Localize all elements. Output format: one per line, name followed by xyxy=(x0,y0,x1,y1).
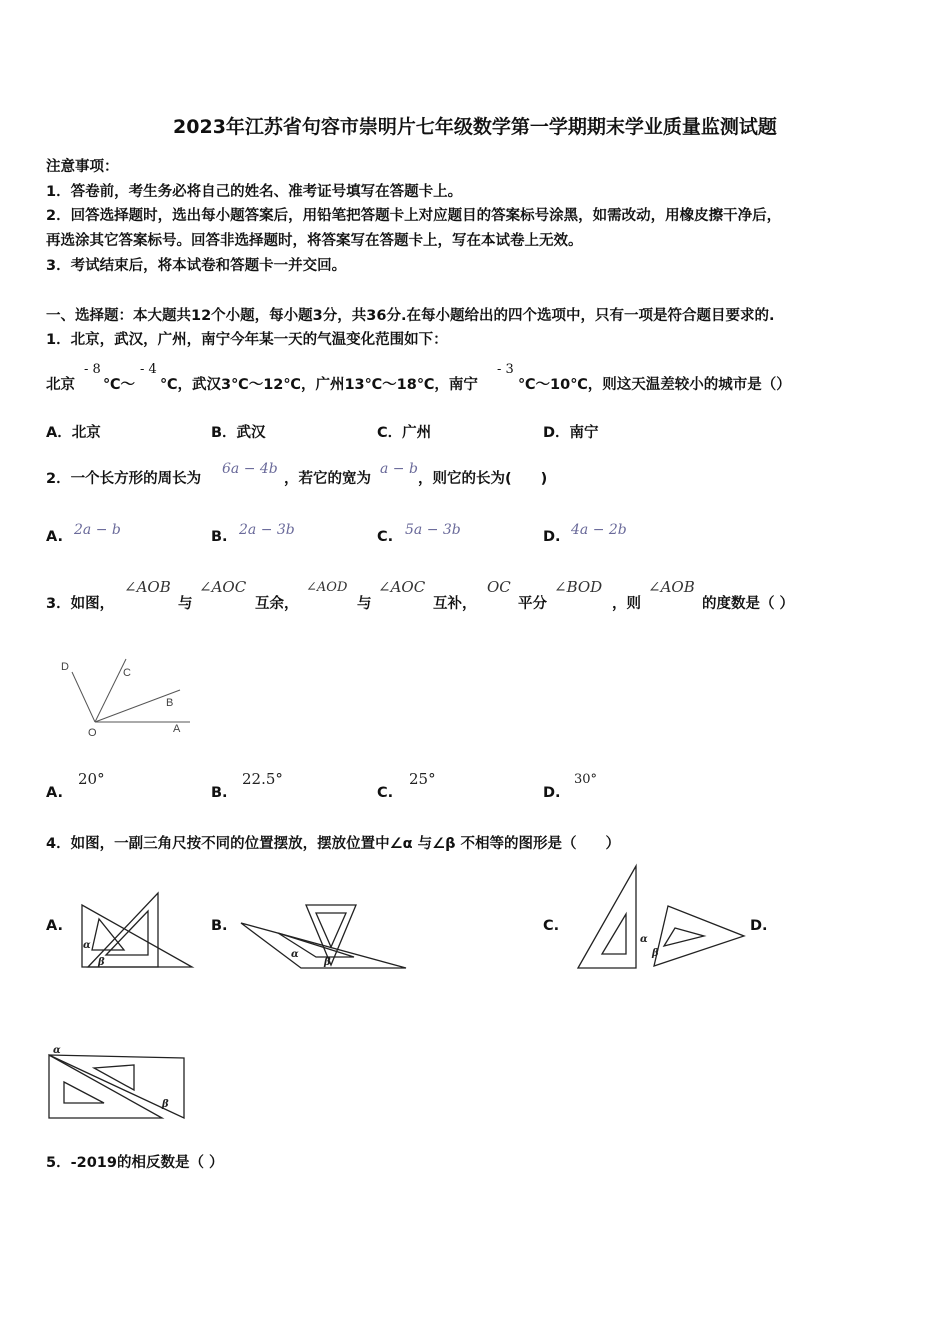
q3-option-b-label[interactable]: B. xyxy=(211,785,228,801)
q4-option-b-label[interactable]: B. xyxy=(211,918,228,934)
q3-angle-bod: ∠BOD xyxy=(554,578,603,596)
q3-angle-aob: ∠AOB xyxy=(124,578,171,596)
q1-temp-minus-3: - 3 xyxy=(497,362,514,377)
q1-text-2: ℃～ xyxy=(103,377,136,393)
q2-option-d-expr[interactable]: 4a − 2b xyxy=(571,522,627,538)
q3-text-6: 平分 xyxy=(518,596,547,612)
q1-temp-minus-4: - 4 xyxy=(140,362,157,377)
q3-label-d: D xyxy=(61,661,69,673)
notes-line-1: 1．答卷前，考生务必将自己的姓名、准考证号填写在答题卡上。 xyxy=(46,184,463,200)
q3-text-3: 互余， xyxy=(255,596,299,612)
q3-text-5: 互补， xyxy=(433,596,477,612)
q5-stem: 5．-2019的相反数是（ ） xyxy=(46,1155,224,1171)
q2-text-2: ，若它的宽为 xyxy=(284,471,371,487)
q3-label-c: C xyxy=(123,667,131,679)
q3-angle-aod: ∠AOD xyxy=(306,580,348,595)
q1-option-d[interactable]: D．南宁 xyxy=(543,425,599,441)
q1-stem: 1．北京，武汉，广州，南宁今年某一天的气温变化范围如下： xyxy=(46,332,448,348)
notes-heading: 注意事项： xyxy=(46,159,119,175)
q4-a-alpha: α xyxy=(83,940,91,951)
q3-text-4: 与 xyxy=(357,596,372,612)
q4-option-a-figure[interactable] xyxy=(74,885,196,973)
q2-text-3: ，则它的长为( ) xyxy=(418,471,548,487)
q4-d-alpha: α xyxy=(53,1045,61,1056)
q4-c-beta: β xyxy=(652,948,659,959)
q1-option-c[interactable]: C．广州 xyxy=(377,425,432,441)
section-one-heading: 一、选择题：本大题共12个小题，每小题3分，共36分.在每小题给出的四个选项中，只有一项是符合题目要求的. xyxy=(46,308,775,324)
q3-option-a-label[interactable]: A. xyxy=(46,785,63,801)
q1-text-4: ℃～10℃，则这天温差较小的城市是（） xyxy=(518,377,791,393)
q1-text-beijing: 北京 xyxy=(46,377,75,393)
q2-option-b-expr[interactable]: 2a − 3b xyxy=(239,522,295,538)
page-title: 2023年江苏省句容市崇明片七年级数学第一学期期末学业质量监测试题 xyxy=(173,116,777,138)
q1-temp-minus-8: - 8 xyxy=(84,362,101,377)
q2-perimeter-expr: 6a − 4b xyxy=(222,461,278,477)
q3-angle-aob-2: ∠AOB xyxy=(648,578,695,596)
q1-option-b[interactable]: B．武汉 xyxy=(211,425,266,441)
q1-option-a[interactable]: A．北京 xyxy=(46,425,101,441)
notes-line-3: 3．考试结束后，将本试卷和答题卡一并交回。 xyxy=(46,258,347,274)
notes-line-2b: 再选涂其它答案标号。回答非选择题时，将答案写在答题卡上，写在本试卷上无效。 xyxy=(46,233,583,249)
q3-label-a: A xyxy=(173,723,181,735)
q3-label-b: B xyxy=(166,697,174,709)
q3-text-7: ，则 xyxy=(612,596,641,612)
q2-option-a-expr[interactable]: 2a − b xyxy=(74,522,121,538)
q4-b-alpha: α xyxy=(291,949,299,960)
q2-option-d-label[interactable]: D. xyxy=(543,529,561,545)
q3-text-2: 与 xyxy=(178,596,193,612)
q4-option-d-figure[interactable] xyxy=(44,1040,194,1122)
q4-option-d-label[interactable]: D. xyxy=(750,918,768,934)
q2-option-c-expr[interactable]: 5a − 3b xyxy=(405,522,461,538)
q4-option-c-label[interactable]: C. xyxy=(543,918,560,934)
q3-option-c-label[interactable]: C. xyxy=(377,785,394,801)
q2-option-a-label[interactable]: A. xyxy=(46,529,63,545)
notes-line-2a: 2．回答选择题时，选出每小题答案后，用铅笔把答题卡上对应题目的答案标号涂黑，如需改动，用橡皮擦干净后， xyxy=(46,208,782,224)
q4-c-alpha: α xyxy=(640,934,648,945)
q2-width-expr: a − b xyxy=(380,461,418,477)
q2-option-c-label[interactable]: C. xyxy=(377,529,394,545)
q4-option-a-label[interactable]: A. xyxy=(46,918,63,934)
q2-text-1: 2．一个长方形的周长为 xyxy=(46,471,202,487)
q3-option-a-value[interactable]: 20° xyxy=(78,770,105,788)
q3-ray-oc: OC xyxy=(487,578,511,596)
q4-d-beta: β xyxy=(162,1099,169,1110)
q3-angle-aoc: ∠AOC xyxy=(199,578,247,596)
q3-angle-figure xyxy=(55,652,205,742)
q3-option-d-label[interactable]: D. xyxy=(543,785,561,801)
q4-option-c-figure[interactable] xyxy=(572,862,748,974)
q3-text-1: 3．如图， xyxy=(46,596,115,612)
q3-label-o: O xyxy=(88,727,97,739)
q3-text-8: 的度数是（ ） xyxy=(702,596,795,612)
q3-option-d-value[interactable]: 30° xyxy=(574,772,598,787)
q2-option-b-label[interactable]: B. xyxy=(211,529,228,545)
q3-angle-aoc-2: ∠AOC xyxy=(378,578,426,596)
q4-option-b-figure[interactable] xyxy=(236,895,411,975)
q4-b-beta: β xyxy=(324,957,331,968)
q4-a-beta: β xyxy=(98,957,105,968)
q4-stem: 4．如图，一副三角尺按不同的位置摆放，摆放位置中∠α 与∠β 不相等的图形是（ ） xyxy=(46,836,621,852)
q3-option-b-value[interactable]: 22.5° xyxy=(242,770,283,788)
q1-text-3: ℃，武汉3℃～12℃，广州13℃～18℃，南宁 xyxy=(160,377,478,393)
q3-option-c-value[interactable]: 25° xyxy=(409,770,436,788)
